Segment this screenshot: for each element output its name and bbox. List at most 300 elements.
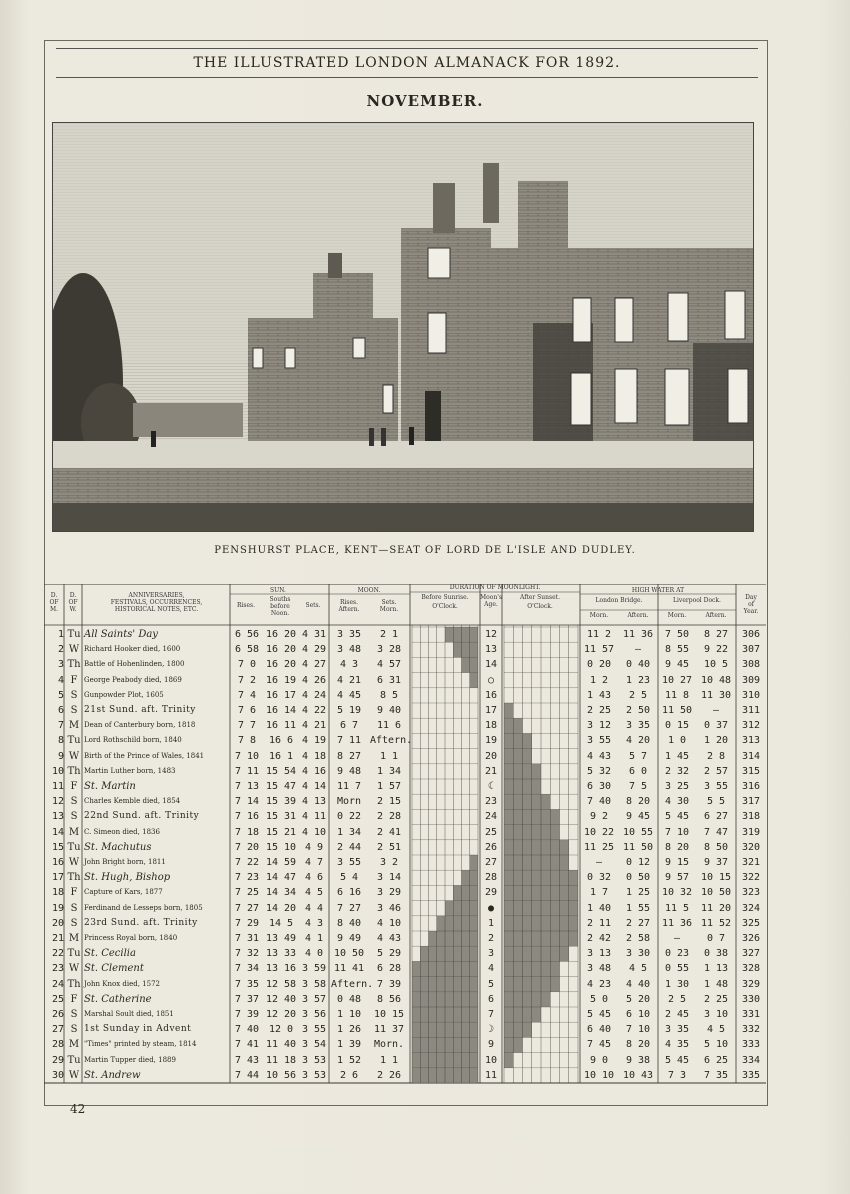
table-row xyxy=(44,931,766,946)
cell-liverpool-aftern: 10 48 xyxy=(700,674,732,686)
cell-london-aftern: 1 23 xyxy=(625,674,651,686)
cell-moon-sets: 4 57 xyxy=(376,659,402,671)
cell-day-of-year: 318 xyxy=(741,811,761,823)
cell-sun-rises: 7 16 xyxy=(234,811,260,823)
cell-sun-rises: 7 25 xyxy=(234,887,260,899)
table-row xyxy=(44,885,766,900)
cell-sun-souths: 16 20 xyxy=(265,644,297,656)
cell-sun-sets: 4 22 xyxy=(301,705,327,716)
header-liverpool-morn: Morn. xyxy=(667,612,687,619)
cell-day-of-month: 30 xyxy=(51,1069,64,1081)
cell-london-aftern: 10 43 xyxy=(622,1069,654,1081)
cell-moon-age: 1 xyxy=(487,917,495,929)
cell-day-of-year: 314 xyxy=(741,750,761,762)
cell-moon-sets: 11 37 xyxy=(373,1024,405,1036)
cell-day-of-week: W xyxy=(68,857,80,868)
cell-sun-sets: 4 21 xyxy=(301,720,327,732)
cell-liverpool-morn: 0 55 xyxy=(664,963,690,975)
cell-sun-rises: 6 58 xyxy=(234,644,260,656)
cell-day-of-week: Tu xyxy=(67,735,81,747)
cell-sun-rises: 7 2 xyxy=(237,674,257,686)
cell-moon-sets: 10 15 xyxy=(373,1009,405,1020)
cell-day-of-year: 317 xyxy=(741,796,761,808)
cell-sun-souths: 11 18 xyxy=(265,1054,297,1066)
header-day-of-month: D. OF M. xyxy=(49,592,59,613)
cell-london-morn: 11 2 xyxy=(586,629,612,640)
cell-sun-souths: 15 21 xyxy=(265,826,297,838)
cell-sun-souths: 14 47 xyxy=(265,872,297,884)
cell-sun-sets: 4 13 xyxy=(301,796,327,808)
cell-event: Dean of Canterbury born, 1818 xyxy=(84,721,196,730)
cell-london-aftern: — xyxy=(634,644,642,656)
cell-liverpool-morn: 9 57 xyxy=(664,872,690,884)
cell-liverpool-morn: 7 3 xyxy=(667,1069,687,1081)
cell-event: "Times" printed by steam, 1814 xyxy=(84,1040,197,1049)
cell-sun-sets: 4 10 xyxy=(301,826,327,838)
cell-sun-sets: 4 16 xyxy=(301,765,327,777)
cell-moon-sets: Morn. xyxy=(373,1039,405,1051)
cell-day-of-month: 7 xyxy=(57,720,64,732)
table-row xyxy=(44,825,766,840)
cell-sun-souths: 16 20 xyxy=(265,659,297,671)
cell-london-aftern: 7 5 xyxy=(628,781,648,792)
cell-sun-rises: 7 27 xyxy=(234,902,260,914)
cell-liverpool-morn: 4 30 xyxy=(664,796,690,808)
cell-moon-age: 12 xyxy=(484,629,498,640)
cell-day-of-year: 321 xyxy=(741,857,761,868)
cell-moon-sets: Aftern. xyxy=(370,735,413,747)
cell-day-of-week: F xyxy=(70,781,78,792)
cell-day-of-month: 22 xyxy=(51,948,64,960)
cell-sun-souths: 11 40 xyxy=(265,1039,297,1051)
cell-liverpool-morn: 1 30 xyxy=(664,978,690,990)
cell-day-of-week: M xyxy=(68,933,80,944)
cell-day-of-week: W xyxy=(68,644,80,656)
cell-sun-rises: 7 13 xyxy=(234,781,260,792)
cell-day-of-month: 17 xyxy=(51,872,64,884)
cell-moon-rises: 2 6 xyxy=(339,1069,359,1081)
cell-moon-sets: 2 26 xyxy=(376,1069,402,1081)
cell-sun-rises: 7 7 xyxy=(237,720,257,732)
cell-moon-rises: 7 27 xyxy=(336,902,362,914)
cell-london-morn: 6 30 xyxy=(586,781,612,792)
cell-london-morn: 1 40 xyxy=(586,902,612,914)
table-row xyxy=(44,627,766,642)
cell-london-aftern: 9 38 xyxy=(625,1054,651,1066)
cell-moon-sets: 2 51 xyxy=(376,841,402,853)
cell-liverpool-aftern: 5 10 xyxy=(703,1039,729,1051)
cell-london-aftern: 1 55 xyxy=(625,902,651,914)
cell-london-morn: 2 42 xyxy=(586,933,612,944)
cell-sun-sets: 3 59 xyxy=(301,963,327,975)
cell-moon-age: 20 xyxy=(484,750,498,762)
cell-london-morn: 10 10 xyxy=(583,1069,615,1081)
cell-sun-sets: 4 6 xyxy=(304,872,324,884)
cell-london-aftern: 2 50 xyxy=(625,705,651,716)
cell-moon-sets: 8 56 xyxy=(376,993,402,1005)
cell-event: St. Andrew xyxy=(84,1069,141,1081)
cell-moon-rises: 5 19 xyxy=(336,705,362,716)
cell-liverpool-aftern: 11 30 xyxy=(700,689,732,701)
cell-day-of-month: 2 xyxy=(57,644,64,656)
cell-moon-age: 4 xyxy=(487,963,495,975)
cell-moon-sets: 1 57 xyxy=(376,781,402,792)
cell-london-morn: 10 22 xyxy=(583,826,615,838)
cell-moon-sets: 8 5 xyxy=(379,689,399,701)
cell-sun-souths: 16 11 xyxy=(265,720,297,732)
cell-london-morn: 2 11 xyxy=(586,917,612,929)
cell-event: Richard Hooker died, 1600 xyxy=(84,645,181,654)
cell-sun-souths: 13 33 xyxy=(265,948,297,960)
cell-event: John Bright born, 1811 xyxy=(84,858,166,866)
table-row xyxy=(44,870,766,885)
cell-sun-souths: 14 59 xyxy=(265,857,297,868)
cell-moon-age: 5 xyxy=(487,978,495,990)
cell-sun-souths: 12 58 xyxy=(265,978,297,990)
cell-sun-souths: 15 47 xyxy=(265,781,297,792)
table-row xyxy=(44,1037,766,1052)
cell-day-of-year: 330 xyxy=(741,993,761,1005)
cell-moon-sets: 3 14 xyxy=(376,872,402,884)
cell-moon-age: 16 xyxy=(484,689,498,701)
cell-day-of-week: S xyxy=(70,796,78,808)
header-sun-rises: Rises. xyxy=(236,602,256,609)
cell-event: Gunpowder Plot, 1605 xyxy=(84,690,164,699)
cell-liverpool-aftern: 10 50 xyxy=(700,887,732,899)
cell-moon-sets: 2 41 xyxy=(376,826,402,838)
cell-sun-souths: 15 54 xyxy=(265,765,297,777)
cell-day-of-month: 4 xyxy=(57,674,64,686)
table-row xyxy=(44,901,766,916)
table-row xyxy=(44,794,766,809)
cell-day-of-week: Tu xyxy=(67,1054,81,1066)
cell-liverpool-morn: 2 5 xyxy=(667,993,687,1005)
cell-sun-sets: 3 58 xyxy=(301,978,327,990)
cell-day-of-year: 333 xyxy=(741,1039,761,1051)
cell-day-of-week: M xyxy=(68,826,80,838)
cell-sun-souths: 10 56 xyxy=(265,1069,297,1081)
page-number: 42 xyxy=(70,1102,86,1116)
cell-day-of-year: 325 xyxy=(741,917,761,929)
cell-sun-rises: 7 40 xyxy=(234,1024,260,1036)
header-day-of-year: Day of Year. xyxy=(743,594,759,615)
cell-event: St. Hugh, Bishop xyxy=(84,872,171,884)
cell-day-of-week: Tu xyxy=(67,841,81,853)
cell-sun-sets: 3 56 xyxy=(301,1009,327,1020)
cell-sun-sets: 4 18 xyxy=(301,750,327,762)
cell-liverpool-aftern: 0 7 xyxy=(706,933,726,944)
cell-liverpool-aftern: 9 37 xyxy=(703,857,729,868)
cell-event: Birth of the Prince of Wales, 1841 xyxy=(84,751,205,760)
cell-liverpool-aftern: 1 48 xyxy=(703,978,729,990)
cell-day-of-year: 332 xyxy=(741,1024,761,1036)
cell-sun-sets: 3 57 xyxy=(301,993,327,1005)
cell-sun-rises: 7 4 xyxy=(237,689,257,701)
cell-sun-sets: 4 27 xyxy=(301,659,327,671)
cell-liverpool-aftern: 9 22 xyxy=(703,644,729,656)
cell-liverpool-aftern: 4 5 xyxy=(706,1024,726,1036)
cell-moon-sets: 9 40 xyxy=(376,705,402,716)
cell-day-of-month: 18 xyxy=(51,887,64,899)
cell-sun-rises: 7 8 xyxy=(237,735,257,747)
cell-london-morn: 2 25 xyxy=(586,705,612,716)
cell-liverpool-morn: 10 32 xyxy=(661,887,693,899)
cell-sun-sets: 4 19 xyxy=(301,735,327,747)
cell-event: All Saints' Day xyxy=(84,629,158,640)
table-row xyxy=(44,733,766,748)
cell-moon-rises: 3 35 xyxy=(336,629,362,640)
header-moon-sets: Sets. Morn. xyxy=(379,599,399,613)
cell-sun-souths: 15 10 xyxy=(265,841,297,853)
cell-london-morn: 1 43 xyxy=(586,689,612,701)
cell-moon-age: 7 xyxy=(487,1009,495,1020)
cell-day-of-week: Tu xyxy=(67,948,81,960)
cell-moon-age: 21 xyxy=(484,765,498,777)
header-london-aftern: Aftern. xyxy=(627,612,649,619)
cell-sun-souths: 16 1 xyxy=(268,750,294,762)
cell-moon-sets: 1 1 xyxy=(379,1054,399,1066)
cell-day-of-year: 312 xyxy=(741,720,761,732)
cell-london-aftern: 7 10 xyxy=(625,1024,651,1036)
cell-liverpool-morn: 10 27 xyxy=(661,674,693,686)
cell-london-aftern: 3 30 xyxy=(625,948,651,960)
cell-sun-souths: 13 49 xyxy=(265,933,297,944)
cell-moon-age: 25 xyxy=(484,826,498,838)
table-row xyxy=(44,673,766,688)
cell-sun-sets: 4 3 xyxy=(304,917,324,929)
cell-moon-age: 2 xyxy=(487,933,495,944)
table-row xyxy=(44,779,766,794)
cell-day-of-week: S xyxy=(70,917,78,929)
cell-london-morn: 3 13 xyxy=(586,948,612,960)
cell-event: St. Machutus xyxy=(84,841,152,853)
header-high-water: HIGH WATER AT xyxy=(631,587,685,594)
cell-moon-age: 27 xyxy=(484,857,498,868)
cell-day-of-week: M xyxy=(68,720,80,732)
cell-sun-sets: 4 5 xyxy=(304,887,324,899)
cell-moon-rises: 3 55 xyxy=(336,857,362,868)
cell-day-of-month: 14 xyxy=(51,826,64,838)
cell-sun-sets: 4 11 xyxy=(301,811,327,823)
cell-sun-rises: 7 18 xyxy=(234,826,260,838)
cell-liverpool-aftern: 2 25 xyxy=(703,993,729,1005)
cell-day-of-month: 26 xyxy=(51,1009,64,1020)
cell-sun-souths: 12 0 xyxy=(268,1024,294,1036)
cell-liverpool-morn: 11 36 xyxy=(661,917,693,929)
cell-moon-age: 18 xyxy=(484,720,498,732)
cell-sun-souths: 16 14 xyxy=(265,705,297,716)
cell-day-of-week: Th xyxy=(67,872,81,884)
cell-day-of-year: 334 xyxy=(741,1054,761,1066)
table-row xyxy=(44,688,766,703)
cell-liverpool-aftern: 8 50 xyxy=(703,841,729,853)
cell-day-of-week: S xyxy=(70,705,78,716)
table-row xyxy=(44,946,766,961)
cell-day-of-year: 335 xyxy=(741,1069,761,1081)
cell-moon-age: 26 xyxy=(484,841,498,853)
header-london-morn: Morn. xyxy=(589,612,609,619)
cell-london-aftern: 4 5 xyxy=(628,963,648,975)
cell-event: Martin Tupper died, 1889 xyxy=(84,1055,176,1064)
cell-liverpool-aftern: — xyxy=(712,705,720,716)
cell-sun-rises: 7 34 xyxy=(234,963,260,975)
header-moon-rises: Rises. Aftern. xyxy=(338,599,360,613)
cell-moon-age: 3 xyxy=(487,948,495,960)
cell-london-morn: 3 55 xyxy=(586,735,612,747)
cell-sun-rises: 7 43 xyxy=(234,1054,260,1066)
cell-london-aftern: 9 45 xyxy=(625,811,651,823)
cell-event: Ferdinand de Lesseps born, 1805 xyxy=(84,903,203,912)
cell-moon-sets: 3 28 xyxy=(376,644,402,656)
cell-london-aftern: 6 10 xyxy=(625,1009,651,1020)
table-row xyxy=(44,718,766,733)
cell-event: George Peabody died, 1869 xyxy=(84,675,182,684)
cell-liverpool-aftern: 2 8 xyxy=(706,750,726,762)
table-row xyxy=(44,840,766,855)
cell-day-of-month: 6 xyxy=(57,705,64,716)
cell-sun-sets: 3 55 xyxy=(301,1024,327,1036)
cell-liverpool-aftern: 6 27 xyxy=(703,811,729,823)
cell-sun-souths: 14 34 xyxy=(265,887,297,899)
cell-sun-rises: 7 22 xyxy=(234,857,260,868)
cell-liverpool-morn: 9 45 xyxy=(664,659,690,671)
cell-day-of-week: W xyxy=(68,963,80,975)
cell-day-of-month: 8 xyxy=(57,735,64,747)
cell-event: St. Clement xyxy=(84,963,144,975)
cell-london-aftern: 8 20 xyxy=(625,1039,651,1051)
cell-day-of-month: 11 xyxy=(51,781,64,792)
cell-moon-sets: 1 34 xyxy=(376,765,402,777)
cell-liverpool-morn: 3 25 xyxy=(664,781,690,792)
cell-sun-rises: 7 35 xyxy=(234,978,260,990)
cell-moon-rises: 1 52 xyxy=(336,1054,362,1066)
table-row xyxy=(44,1068,766,1083)
cell-moon-age: 17 xyxy=(484,705,498,716)
header-before-sunrise: Before Sunrise. xyxy=(421,594,469,601)
cell-liverpool-morn: 11 5 xyxy=(664,902,690,914)
cell-moon-sets: 3 46 xyxy=(376,902,402,914)
cell-liverpool-morn: 1 0 xyxy=(667,735,687,747)
cell-moon-age: ☾ xyxy=(487,781,495,792)
cell-liverpool-aftern: 1 13 xyxy=(703,963,729,975)
cell-sun-souths: 16 6 xyxy=(268,735,294,747)
cell-day-of-year: 311 xyxy=(741,705,761,716)
cell-london-aftern: 2 5 xyxy=(628,689,648,701)
cell-moon-rises: 1 10 xyxy=(336,1009,362,1020)
cell-london-morn: 7 45 xyxy=(586,1039,612,1051)
cell-moon-rises: 4 3 xyxy=(339,659,359,671)
cell-moon-age: 11 xyxy=(484,1069,498,1081)
cell-day-of-month: 24 xyxy=(51,978,64,990)
cell-liverpool-morn: 11 8 xyxy=(664,689,690,701)
cell-day-of-year: 324 xyxy=(741,902,761,914)
cell-day-of-week: F xyxy=(70,887,78,899)
table-row xyxy=(44,1022,766,1037)
cell-sun-souths: 12 20 xyxy=(265,1009,297,1020)
cell-moon-age: 14 xyxy=(484,659,498,671)
page-header: THE ILLUSTRATED LONDON ALMANACK FOR 1892. xyxy=(56,48,758,78)
cell-event: St. Martin xyxy=(84,781,136,792)
cell-liverpool-morn: 7 50 xyxy=(664,629,690,640)
cell-day-of-month: 16 xyxy=(51,857,64,868)
cell-moon-rises: 1 34 xyxy=(336,826,362,838)
cell-sun-sets: 4 4 xyxy=(304,902,324,914)
header-liverpool-aftern: Aftern. xyxy=(705,612,727,619)
cell-liverpool-aftern: 10 5 xyxy=(703,659,729,671)
cell-sun-sets: 4 14 xyxy=(301,781,327,792)
header-london-bridge: London Bridge. xyxy=(595,597,643,604)
cell-london-morn: 3 48 xyxy=(586,963,612,975)
cell-moon-rises: 10 50 xyxy=(333,948,365,960)
cell-liverpool-morn: 11 50 xyxy=(661,705,693,716)
cell-event: Battle of Hohenlinden, 1800 xyxy=(84,660,185,669)
header-moons-age: Moon's Age. xyxy=(480,594,502,608)
cell-day-of-month: 12 xyxy=(51,796,64,808)
cell-liverpool-aftern: 0 37 xyxy=(703,720,729,732)
cell-sun-rises: 7 44 xyxy=(234,1069,260,1081)
cell-moon-sets: 4 10 xyxy=(376,917,402,929)
cell-liverpool-aftern: 8 27 xyxy=(703,629,729,640)
cell-moon-sets: 3 29 xyxy=(376,887,402,899)
cell-moon-age: 24 xyxy=(484,811,498,823)
header-moon: MOON. xyxy=(357,587,381,594)
cell-day-of-month: 1 xyxy=(57,629,64,640)
header-events: ANNIVERSARIES, FESTIVALS, OCCURRENCES, HISTORICAL NOTES, ETC. xyxy=(110,592,203,613)
cell-day-of-week: S xyxy=(70,811,78,823)
cell-day-of-month: 23 xyxy=(51,963,64,975)
table-row xyxy=(44,977,766,992)
cell-liverpool-aftern: 7 47 xyxy=(703,826,729,838)
calendar-table xyxy=(44,584,766,1104)
cell-day-of-month: 25 xyxy=(51,993,64,1005)
cell-moon-age: 9 xyxy=(487,1039,495,1051)
cell-liverpool-morn: 2 45 xyxy=(664,1009,690,1020)
cell-london-aftern: 0 12 xyxy=(625,857,651,868)
cell-sun-sets: 3 53 xyxy=(301,1069,327,1081)
cell-moon-rises: 1 39 xyxy=(336,1039,362,1051)
cell-sun-souths: 16 20 xyxy=(265,629,297,640)
cell-day-of-month: 19 xyxy=(51,902,64,914)
header-liverpool-dock: Liverpool Dock. xyxy=(673,597,721,604)
cell-sun-rises: 7 23 xyxy=(234,872,260,884)
cell-london-aftern: 4 40 xyxy=(625,978,651,990)
cell-london-morn: 5 32 xyxy=(586,765,612,777)
cell-liverpool-morn: 3 35 xyxy=(664,1024,690,1036)
cell-day-of-year: 316 xyxy=(741,781,761,792)
cell-london-morn: 1 2 xyxy=(589,674,609,686)
cell-day-of-month: 21 xyxy=(51,933,64,944)
cell-day-of-year: 326 xyxy=(741,933,761,944)
cell-day-of-year: 319 xyxy=(741,826,761,838)
cell-sun-souths: 16 19 xyxy=(265,674,297,686)
cell-day-of-year: 315 xyxy=(741,765,761,777)
cell-day-of-month: 29 xyxy=(51,1054,64,1066)
cell-moon-rises: 11 7 xyxy=(336,781,362,792)
cell-london-morn: 5 45 xyxy=(586,1009,612,1020)
cell-sun-sets: 4 9 xyxy=(304,841,324,853)
cell-london-aftern: 11 36 xyxy=(622,629,654,640)
cell-day-of-year: 320 xyxy=(741,841,761,853)
cell-moon-age: 13 xyxy=(484,644,498,656)
cell-moon-rises: 7 11 xyxy=(336,735,362,747)
cell-sun-sets: 3 54 xyxy=(301,1039,327,1051)
cell-day-of-month: 27 xyxy=(51,1024,64,1036)
cell-day-of-month: 5 xyxy=(57,689,64,701)
cell-london-aftern: 0 40 xyxy=(625,659,651,671)
engraving-illustration xyxy=(52,122,754,532)
cell-moon-sets: 5 29 xyxy=(376,948,402,960)
cell-liverpool-morn: 8 55 xyxy=(664,644,690,656)
